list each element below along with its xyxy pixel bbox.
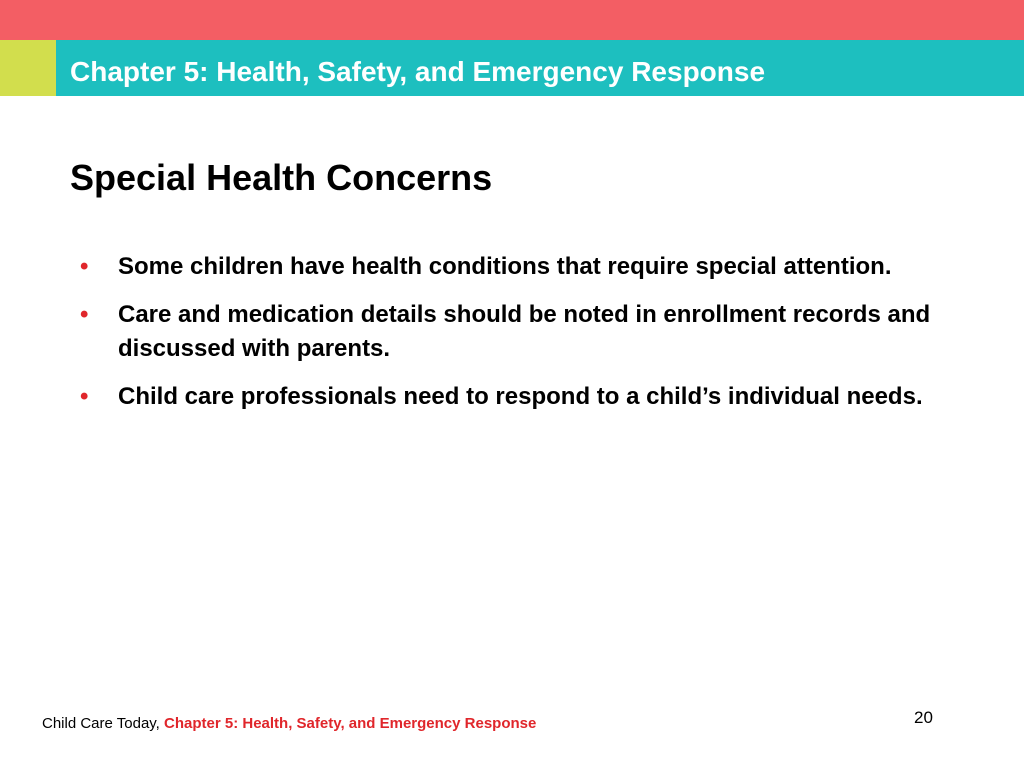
bullet-marker: • — [80, 253, 89, 280]
footer-book-title: Child Care Today, — [42, 715, 160, 732]
bullet-item — [80, 298, 940, 366]
page-number: 20 — [914, 708, 933, 727]
bullet-marker: • — [80, 301, 89, 328]
bullet-text: Care and medication details should be noted in enrollment records and discussed with parents. — [118, 301, 931, 362]
chapter-title: Chapter 5: Health, Safety, and Emergency Response — [70, 56, 766, 87]
bullet-item — [80, 380, 940, 414]
bullet-text: Child care professionals need to respond to a child’s individual needs. — [118, 383, 923, 410]
bullet-item — [80, 250, 940, 284]
header-accent-block — [0, 40, 56, 96]
bullet-list — [80, 250, 940, 428]
top-color-bar — [0, 0, 1024, 40]
bullet-marker: • — [80, 383, 89, 410]
bullet-text: Some children have health conditions that require special attention. — [118, 253, 892, 280]
footer-chapter-title: Chapter 5: Health, Safety, and Emergency Response — [164, 715, 537, 732]
footer-citation — [42, 714, 536, 734]
slide-title: Special Health Concerns — [70, 157, 493, 198]
